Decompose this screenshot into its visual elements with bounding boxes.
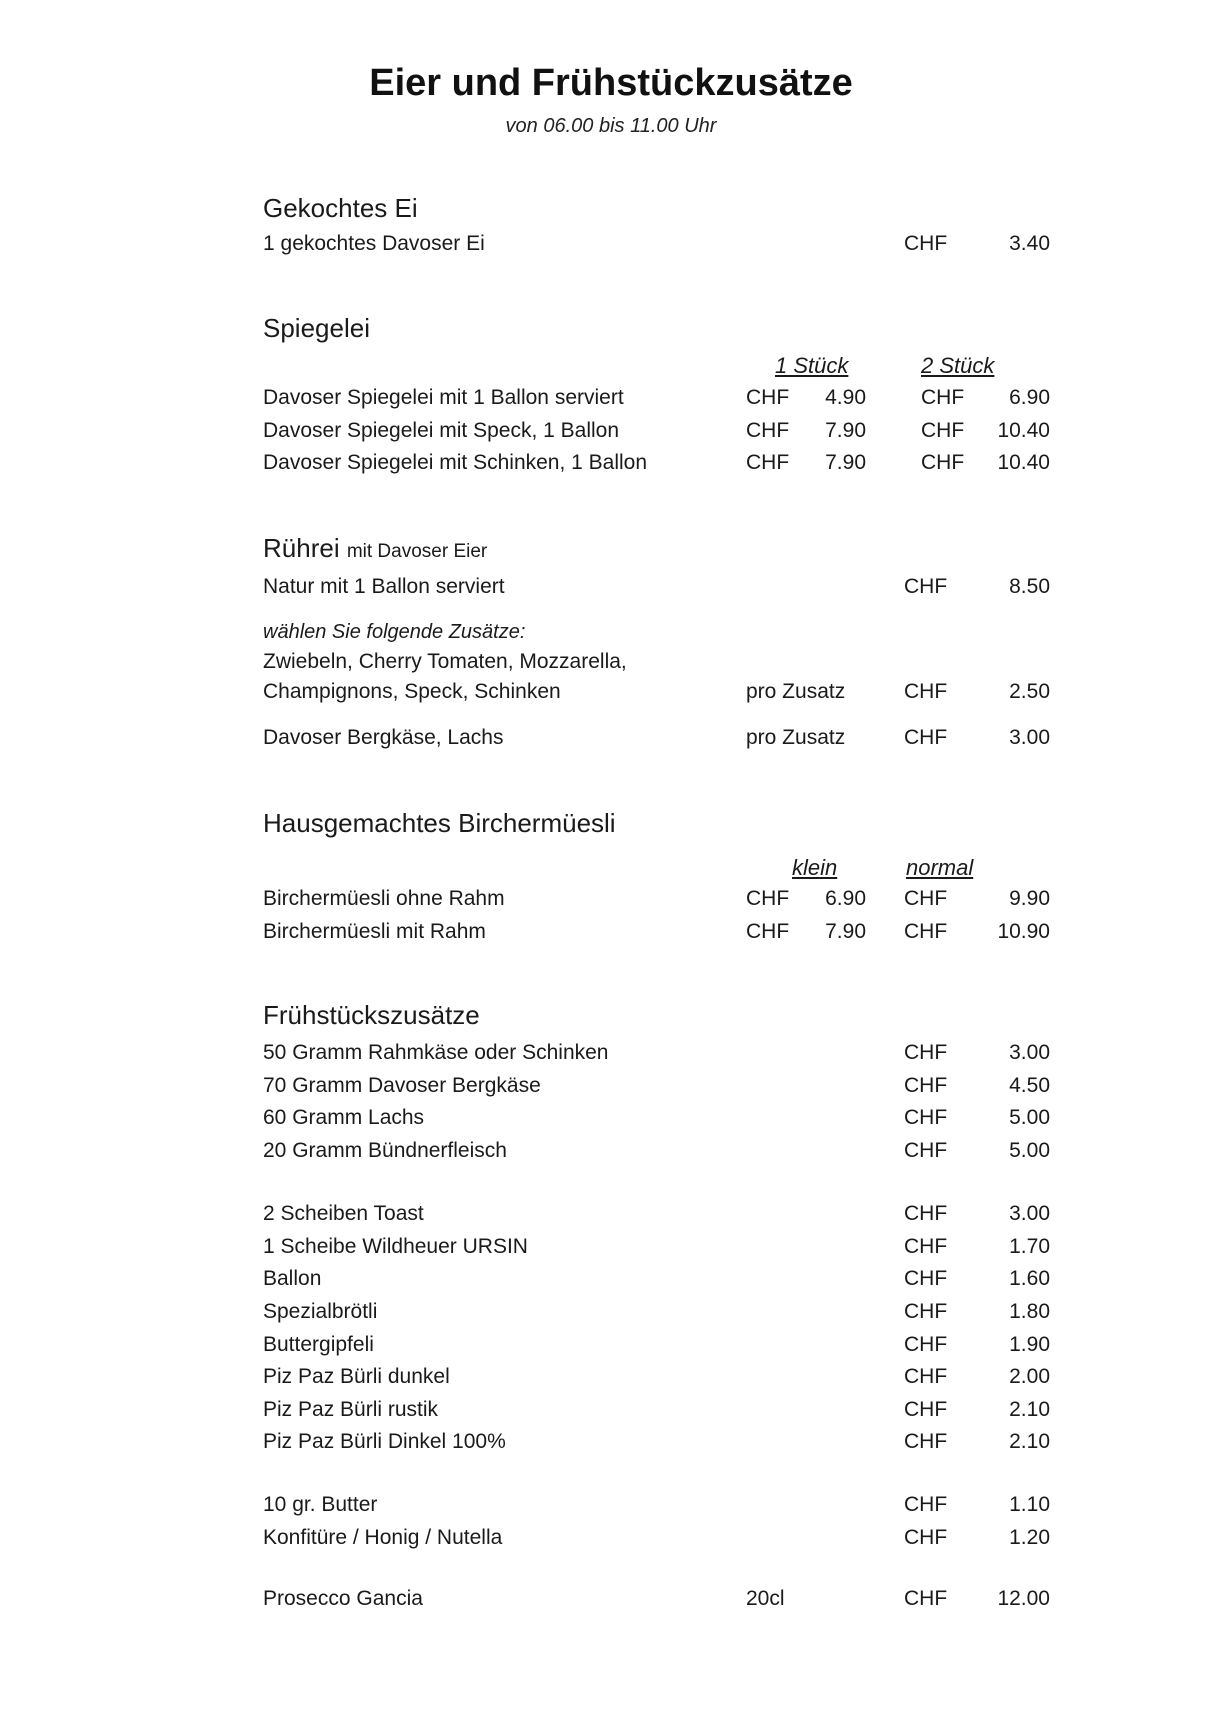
item-label: Davoser Spiegelei mit Speck, 1 Ballon <box>263 419 620 442</box>
section-heading-spiegelei: Spiegelei <box>263 313 370 343</box>
item-price-1: 7.90 <box>825 920 866 943</box>
unit-label: pro Zusatz <box>746 726 846 749</box>
item-label: Piz Paz Bürli Dinkel 100% <box>263 1430 506 1453</box>
item-label: Natur mit 1 Ballon serviert <box>263 575 505 598</box>
item-price: 3.00 <box>1009 726 1050 749</box>
item-price: 1.70 <box>1009 1235 1050 1258</box>
item-price-1: 7.90 <box>825 419 866 442</box>
ruehrei-heading-note: mit Davoser Eier <box>346 541 488 562</box>
item-label: Davoser Spiegelei mit Schinken, 1 Ballon <box>263 451 648 474</box>
section-heading-birchermuesli: Hausgemachtes Birchermüesli <box>263 808 616 838</box>
currency-label: CHF <box>746 419 790 442</box>
currency-label: CHF <box>904 1526 948 1549</box>
item-price-2: 10.40 <box>997 451 1050 474</box>
page-subtitle: von 06.00 bis 11.00 Uhr <box>505 115 717 137</box>
currency-label: CHF <box>921 451 965 474</box>
item-label: 60 Gramm Lachs <box>263 1106 425 1129</box>
currency-label: CHF <box>904 680 948 703</box>
currency-label: CHF <box>904 726 948 749</box>
item-price: 1.10 <box>1009 1493 1050 1516</box>
item-label: Konfitüre / Honig / Nutella <box>263 1526 503 1549</box>
currency-label: CHF <box>904 1235 948 1258</box>
currency-label: CHF <box>904 1106 948 1129</box>
section-heading-gekochtes-ei: Gekochtes Ei <box>263 193 418 223</box>
currency-label: CHF <box>921 419 965 442</box>
ruehrei-heading-text: Rührei <box>263 533 340 563</box>
item-price: 3.40 <box>1009 232 1050 255</box>
currency-label: CHF <box>904 1430 948 1453</box>
zusatz-line: Champignons, Speck, Schinken <box>263 680 561 703</box>
currency-label: CHF <box>904 1333 948 1356</box>
section-heading-fruehstueckszusaetze: Frühstückszusätze <box>263 1000 480 1030</box>
currency-label: CHF <box>921 386 965 409</box>
unit-label: pro Zusatz <box>746 680 846 703</box>
currency-label: CHF <box>904 1041 948 1064</box>
item-price-2: 6.90 <box>1009 386 1050 409</box>
item-price-2: 9.90 <box>1009 887 1050 910</box>
item-price: 2.50 <box>1009 680 1050 703</box>
currency-label: CHF <box>904 1587 948 1610</box>
zusatz-intro: wählen Sie folgende Zusätze: <box>263 621 526 643</box>
currency-label: CHF <box>904 1493 948 1516</box>
item-price: 2.10 <box>1009 1430 1050 1453</box>
item-label: Prosecco Gancia <box>263 1587 423 1610</box>
item-label: Piz Paz Bürli dunkel <box>263 1365 450 1388</box>
item-price-1: 6.90 <box>825 887 866 910</box>
zusatz-line: Zwiebeln, Cherry Tomaten, Mozzarella, <box>263 650 627 673</box>
currency-label: CHF <box>746 920 790 943</box>
item-label: Birchermüesli mit Rahm <box>263 920 486 943</box>
section-heading-ruehrei <box>263 533 487 564</box>
item-price: 5.00 <box>1009 1106 1050 1129</box>
item-label: 1 Scheibe Wildheuer URSIN <box>263 1235 528 1258</box>
item-price: 3.00 <box>1009 1202 1050 1225</box>
column-header-2-stueck: 2 Stück <box>921 353 995 378</box>
item-label: 50 Gramm Rahmkäse oder Schinken <box>263 1041 609 1064</box>
currency-label: CHF <box>904 1074 948 1097</box>
item-label: Buttergipfeli <box>263 1333 374 1356</box>
column-header-normal: normal <box>906 855 974 880</box>
item-price: 2.10 <box>1009 1398 1050 1421</box>
currency-label: CHF <box>904 1139 948 1162</box>
item-label: 2 Scheiben Toast <box>263 1202 424 1225</box>
currency-label: CHF <box>746 887 790 910</box>
currency-label: CHF <box>746 451 790 474</box>
item-label: 20 Gramm Bündnerfleisch <box>263 1139 507 1162</box>
item-label: 1 gekochtes Davoser Ei <box>263 232 485 255</box>
item-price-2: 10.90 <box>997 920 1050 943</box>
item-label: 10 gr. Butter <box>263 1493 378 1516</box>
item-label: Piz Paz Bürli rustik <box>263 1398 439 1421</box>
item-price: 12.00 <box>997 1587 1050 1610</box>
item-price: 1.20 <box>1009 1526 1050 1549</box>
item-price: 1.80 <box>1009 1300 1050 1323</box>
currency-label: CHF <box>904 1300 948 1323</box>
item-price: 4.50 <box>1009 1074 1050 1097</box>
currency-label: CHF <box>904 1398 948 1421</box>
item-price-1: 7.90 <box>825 451 866 474</box>
item-label: 70 Gramm Davoser Bergkäse <box>263 1074 541 1097</box>
item-price: 1.90 <box>1009 1333 1050 1356</box>
currency-label: CHF <box>904 1267 948 1290</box>
item-label: Davoser Bergkäse, Lachs <box>263 726 504 749</box>
item-label: Davoser Spiegelei mit 1 Ballon serviert <box>263 386 624 409</box>
currency-label: CHF <box>904 887 948 910</box>
currency-label: CHF <box>904 1365 948 1388</box>
item-price: 8.50 <box>1009 575 1050 598</box>
column-header-klein: klein <box>792 855 838 880</box>
item-label: Spezialbrötli <box>263 1300 378 1323</box>
page-title: Eier und Frühstückzusätze <box>369 62 853 104</box>
currency-label: CHF <box>904 920 948 943</box>
currency-label: CHF <box>904 232 948 255</box>
currency-label: CHF <box>746 386 790 409</box>
item-price: 3.00 <box>1009 1041 1050 1064</box>
column-header-1-stueck: 1 Stück <box>775 353 849 378</box>
item-price-1: 4.90 <box>825 386 866 409</box>
item-price: 1.60 <box>1009 1267 1050 1290</box>
item-price: 5.00 <box>1009 1139 1050 1162</box>
item-label: Ballon <box>263 1267 322 1290</box>
unit-label: 20cl <box>746 1587 785 1610</box>
currency-label: CHF <box>904 1202 948 1225</box>
item-label: Birchermüesli ohne Rahm <box>263 887 505 910</box>
item-price: 2.00 <box>1009 1365 1050 1388</box>
item-price-2: 10.40 <box>997 419 1050 442</box>
currency-label: CHF <box>904 575 948 598</box>
